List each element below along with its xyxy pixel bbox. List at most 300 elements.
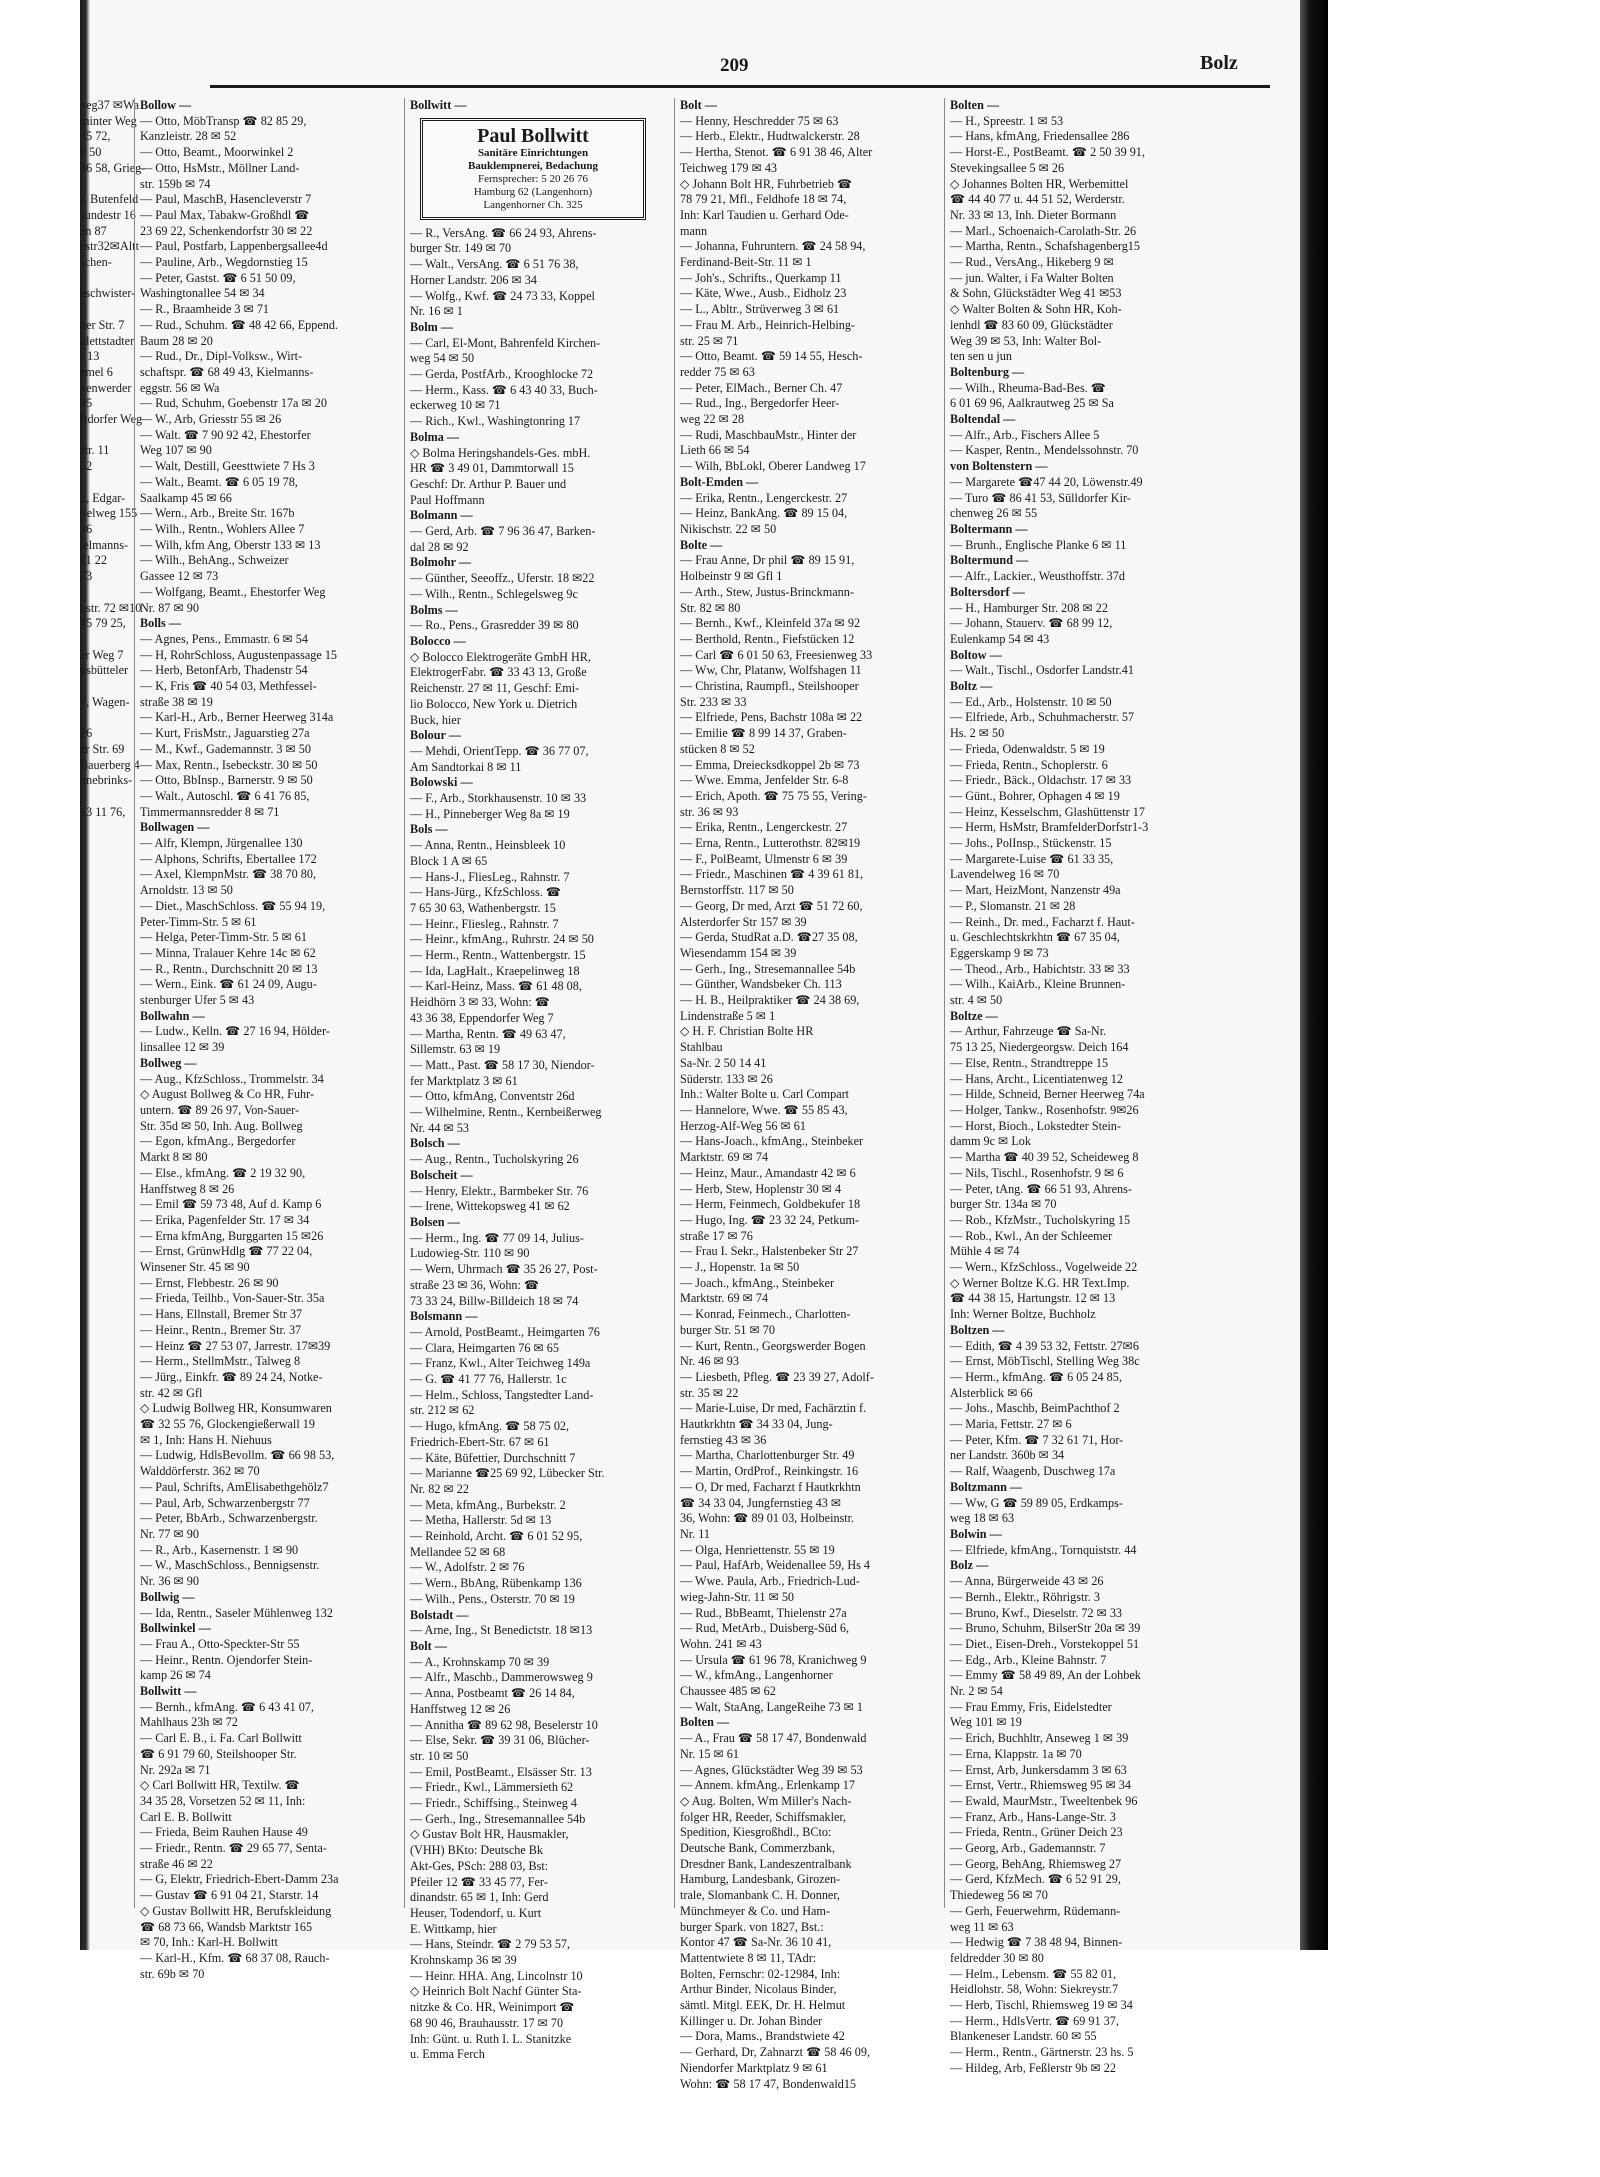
surname-heading: Boltermund — [950, 553, 1029, 568]
surname-heading: Bolz — [950, 1558, 989, 1573]
directory-entry: — W., Arb, Griesstr 55 ✉ 26 [140, 412, 282, 427]
directory-entry: — Emilie ☎ 8 99 14 37, Graben- [680, 726, 847, 741]
directory-entry: — Elfriede, Pens, Bachstr 108a ✉ 22 [680, 710, 863, 725]
directory-entry: — Wilh., Pens., Osterstr. 70 ✉ 19 [410, 1591, 575, 1606]
directory-entry: weg 22 ✉ 28 [680, 412, 745, 427]
directory-entry: Nr. 2 ✉ 54 [950, 1684, 1003, 1699]
directory-entry: damm 9c ✉ Lok [950, 1134, 1031, 1149]
directory-entry: — Paul, Postfarb, Lappenbergsallee4d [140, 239, 328, 254]
directory-entry: — Ernst, GrünwHdlg ☎ 77 22 04, [140, 1244, 313, 1259]
directory-entry: — Carl ☎ 6 01 50 63, Freesienweg 33 [680, 647, 873, 662]
directory-entry: — H., Spreestr. 1 ✉ 53 [950, 113, 1064, 128]
surname-heading: Bolsch — [410, 1136, 460, 1151]
directory-entry: — Helga, Peter-Timm-Str. 5 ✉ 61 [140, 930, 307, 945]
directory-entry: — Erna, Rentn., Lutterothstr. 82✉19 [680, 836, 861, 851]
directory-entry: — Bruno, Kwf., Dieselstr. 72 ✉ 33 [950, 1605, 1123, 1620]
surname-heading: Bolt — [680, 98, 717, 112]
fragment-line: kenwerder [80, 380, 132, 395]
directory-entry: straße 23 ✉ 36, Wohn: ☎ [410, 1277, 540, 1292]
directory-entry: Timmermannsredder 8 ✉ 71 [140, 804, 280, 819]
directory-entry: — W., Adolfstr. 2 ✉ 76 [410, 1560, 525, 1575]
directory-entry: — H., Hamburger Str. 208 ✉ 22 [950, 600, 1108, 615]
directory-entry: — Georg, Dr med, Arzt ☎ 51 72 60, [680, 898, 863, 913]
directory-entry: eggstr. 56 ✉ Wa [140, 380, 220, 395]
column-2 [410, 98, 670, 2063]
directory-entry: — F., Arb., Storkhausenstr. 10 ✉ 33 [410, 791, 587, 806]
directory-page [80, 0, 1300, 2091]
directory-entry: — Arne, Ing., St Benedictstr. 18 ✉13 [410, 1623, 593, 1638]
surname-heading: Boltzen — [950, 1322, 1005, 1337]
directory-entry: Nikischstr. 22 ✉ 50 [680, 521, 777, 536]
fragment-line: ner Str. 7 [80, 317, 125, 332]
directory-entry: — Ro., Pens., Grasredder 39 ✉ 80 [410, 618, 579, 633]
directory-entry: — Ww, Chr, Platanw, Wolfshagen 11 [680, 663, 862, 678]
directory-entry: — Wolfg., Kwf. ☎ 24 73 33, Koppel [410, 288, 595, 303]
directory-entry: — Mehdi, OrientTepp. ☎ 36 77 07, [410, 743, 589, 758]
fragment-line: nnebrinks- [80, 773, 133, 788]
directory-entry: — Herm., kfmAng. ☎ 6 05 24 85, [950, 1369, 1122, 1384]
directory-entry: u. Emma Ferch [410, 2047, 485, 2062]
directory-entry: — Ida, Rentn., Saseler Mühlenweg 132 [140, 1605, 333, 1620]
directory-entry: — Ww, G ☎ 59 89 05, Erdkamps- [950, 1495, 1123, 1510]
directory-entry: — P., Slomanstr. 21 ✉ 28 [950, 898, 1076, 913]
directory-entry: Inh.: Walter Bolte u. Carl Compart [680, 1087, 850, 1102]
directory-entry: nitzke & Co. HR, Weinimport ☎ [410, 2000, 575, 2015]
directory-entry: — Christina, Raumpfl., Steilshooper [680, 679, 859, 694]
directory-entry: dal 28 ✉ 92 [410, 539, 469, 554]
directory-entry: Buck, hier [410, 712, 461, 727]
fragment-line: 2, Edgar- [80, 490, 126, 505]
directory-entry: ☎ 34 33 04, Jungfernstieg 43 ✉ [680, 1495, 842, 1510]
directory-entry: — jun. Walter, i Fa Walter Bolten [950, 270, 1114, 285]
directory-entry: Spedition, Kiesgroßhdl., BCto: [680, 1825, 832, 1840]
directory-entry: Nr. 15 ✉ 61 [680, 1746, 739, 1761]
surname-heading: Bolma — [410, 429, 460, 444]
surname-heading: Boltow — [950, 647, 1002, 662]
directory-entry: — Martha, Charlottenburger Str. 49 [680, 1448, 855, 1463]
directory-entry: — Gerda, StudRat a.D. ☎27 35 08, [680, 930, 858, 945]
directory-entry: — Elfriede, Arb., Schuhmacherstr. 57 [950, 710, 1135, 725]
directory-entry: Alsterblick ✉ 66 [950, 1385, 1033, 1400]
directory-entry: — Axel, KlempnMstr. ☎ 38 70 80, [140, 867, 316, 882]
directory-entry: — Frieda, Rentn., Schoplerstr. 6 [950, 757, 1108, 772]
directory-entry: — Reinhold, Archt. ☎ 6 01 52 95, [410, 1529, 583, 1544]
column-1 [140, 98, 400, 1982]
directory-entry: Lavendelweg 16 ✉ 70 [950, 867, 1060, 882]
directory-entry: — Friedr., Bäck., Oldachstr. 17 ✉ 33 [950, 773, 1132, 788]
directory-entry: — Herm., StellmMstr., Talweg 8 [140, 1354, 301, 1369]
directory-entry: Saalkamp 45 ✉ 66 [140, 490, 232, 505]
directory-entry: Holbeinstr 9 ✉ Gfl 1 [680, 569, 783, 584]
directory-entry: redder 75 ✉ 63 [680, 364, 755, 379]
directory-entry: Nr. 82 ✉ 22 [410, 1481, 469, 1496]
directory-entry: — Gerh., Ing., Stresemannallee 54b [410, 1811, 586, 1826]
directory-entry: Baum 28 ✉ 20 [140, 333, 213, 348]
directory-entry: — Diet., MaschSchloss. ☎ 55 94 19, [140, 898, 326, 913]
directory-entry: — Frieda, Rentn., Grüner Deich 23 [950, 1825, 1123, 1840]
fragment-line: 13 11 76, [80, 804, 126, 819]
directory-entry: str. 212 ✉ 62 [410, 1403, 475, 1418]
directory-entry: Inh: Werner Boltze, Buchholz [950, 1307, 1096, 1322]
directory-entry: — Wilh, kfm Ang, Oberstr 133 ✉ 13 [140, 537, 321, 552]
directory-entry: — G. ☎ 41 77 76, Hallerstr. 1c [410, 1372, 567, 1387]
directory-entry: Hautkrkhtn ☎ 34 33 04, Jung- [680, 1417, 833, 1432]
directory-entry: — Hans-Joach., kfmAng., Steinbeker [680, 1134, 864, 1149]
directory-entry: — Ernst, MöbTischl, Stelling Weg 38c [950, 1354, 1140, 1369]
directory-entry: — Friedr., Kwl., Lämmersieth 62 [410, 1780, 574, 1795]
directory-entry: — Hannelore, Wwe. ☎ 55 85 43, [680, 1103, 848, 1117]
directory-entry: — Paul, HafArb, Weidenallee 59, Hs 4 [680, 1558, 871, 1573]
directory-entry: — Turo ☎ 86 41 53, Sülldorfer Kir- [950, 490, 1131, 505]
surname-heading: Bollwig — [140, 1589, 195, 1604]
directory-entry: — Ursula ☎ 61 96 78, Kranichweg 9 [680, 1652, 867, 1667]
surname-heading: Bolowski — [410, 775, 473, 790]
directory-entry: ◇ Gustav Bolt HR, Hausmakler, [410, 1827, 569, 1842]
directory-entry: — Heinr., Rentn., Bremer Str. 37 [140, 1322, 302, 1337]
directory-entry: — Walt, StaAng, LangeReihe 73 ✉ 1 [680, 1699, 863, 1714]
directory-entry: straße 17 ✉ 76 [680, 1228, 753, 1243]
directory-entry: — Irene, Wittekopsweg 41 ✉ 62 [410, 1199, 570, 1214]
directory-entry: — Hugo, Ing. ☎ 23 32 24, Petkum- [680, 1212, 860, 1227]
directory-entry: schaftspr. ☎ 68 49 43, Kielmanns- [140, 364, 314, 379]
directory-entry: Blankeneser Landstr. 60 ✉ 55 [950, 2029, 1097, 2044]
directory-entry: — Metha, Hallerstr. 5d ✉ 13 [410, 1513, 552, 1528]
directory-entry: — Wilh., BehAng., Schweizer [140, 553, 289, 568]
directory-entry: — Herm., HdlsVertr. ☎ 69 91 37, [950, 2013, 1119, 2028]
directory-entry: straße 46 ✉ 22 [140, 1856, 213, 1871]
directory-entry: Bernstorffstr. 117 ✉ 50 [680, 883, 794, 898]
surname-heading: Bollwinkel — [140, 1621, 211, 1636]
directory-entry: ◇ August Bollweg & Co HR, Fuhr- [140, 1087, 315, 1102]
ad-text-line: Sanitäre Einrichtungen [477, 146, 589, 159]
directory-entry: — Gerh., Ing., Stresemannallee 54b [680, 961, 856, 976]
directory-entry: ◇ Werner Boltze K.G. HR Text.Imp. [950, 1275, 1130, 1290]
running-head: Bolz [1200, 52, 1238, 74]
directory-entry: — Wern., BbAng, Rübenkamp 136 [410, 1576, 582, 1591]
directory-entry: — Hans-J., FliesLeg., Rahnstr. 7 [410, 869, 570, 884]
directory-entry: — Georg, Arb., Gademannstr. 7 [950, 1841, 1106, 1856]
directory-entry: — H., Pinneberger Weg 8a ✉ 19 [410, 806, 570, 821]
surname-heading: Bolls — [140, 616, 181, 631]
surname-heading: Bolsmann — [410, 1309, 478, 1324]
directory-entry: Str. 35d ✉ 50, Inh. Aug. Bollweg [140, 1118, 303, 1133]
directory-entry: Str. 233 ✉ 33 [680, 694, 747, 709]
directory-entry: — Günther, Wandsbeker Ch. 113 [680, 977, 842, 992]
directory-entry: u. Geschlechtskrkhtn ☎ 67 35 04, [950, 930, 1120, 945]
directory-entry: eckerweg 10 ✉ 71 [410, 398, 501, 413]
fragment-line: 62 [80, 459, 93, 474]
directory-entry: Peter-Timm-Str. 5 ✉ 61 [140, 914, 257, 929]
directory-entry: chenweg 26 ✉ 55 [950, 506, 1038, 521]
directory-entry: — Wwe. Paula, Arb., Friedrich-Lud- [680, 1574, 860, 1589]
directory-entry: — Erich, Buchhltr, Anseweg 1 ✉ 39 [950, 1731, 1129, 1746]
fragment-line: str. 11 [80, 443, 110, 458]
directory-entry: 7 65 30 63, Wathenbergstr. 15 [410, 900, 556, 915]
directory-entry: — Kasper, Rentn., Mendelssohnstr. 70 [950, 443, 1139, 458]
directory-entry: — Emil ☎ 59 73 48, Auf d. Kamp 6 [140, 1197, 322, 1212]
directory-entry: — Frieda, Beim Rauhen Hause 49 [140, 1825, 308, 1840]
directory-entry: — Edith, ☎ 4 39 53 32, Fettstr. 27✉6 [950, 1338, 1139, 1353]
directory-entry: Pfeiler 12 ☎ 33 45 77, Fer- [410, 1874, 548, 1889]
directory-entry: — Wilh, BbLokl, Oberer Landweg 17 [680, 459, 866, 474]
directory-entry: — Otto, kfmAng, Conventstr 26d [410, 1089, 575, 1104]
directory-entry: Nr. 16 ✉ 1 [410, 304, 463, 319]
directory-entry: Inh: Karl Taudien u. Gerhard Ode- [680, 207, 849, 222]
directory-entry: — Peter, tAng. ☎ 66 51 93, Ahrens- [950, 1181, 1132, 1196]
directory-entry: — Dora, Mams., Brandstwiete 42 [680, 2029, 845, 2044]
surname-heading: Bollwitt — [410, 98, 467, 112]
directory-entry: — Peter, BbArb., Schwarzenbergstr. [140, 1511, 318, 1526]
directory-entry: — Johanna, Fuhruntern. ☎ 24 58 94, [680, 239, 866, 254]
directory-entry: Süderstr. 133 ✉ 26 [680, 1071, 773, 1086]
directory-entry: Alsterdorfer Str 157 ✉ 39 [680, 914, 807, 929]
header-rule [210, 85, 1270, 88]
directory-entry: — Carl E. B., i. Fa. Carl Bollwitt [140, 1731, 302, 1746]
surname-heading: Bolte — [680, 537, 723, 552]
fragment-line: eschwister- [80, 286, 136, 301]
directory-entry: — Erika, Rentn., Lengerckestr. 27 [680, 820, 848, 835]
directory-entry: Mühle 4 ✉ 74 [950, 1244, 1020, 1259]
directory-entry: — Annitha ☎ 89 62 98, Beselerstr 10 [410, 1717, 598, 1732]
directory-entry: — Olga, Henriettenstr. 55 ✉ 19 [680, 1542, 835, 1557]
directory-entry: — Agnes, Glückstädter Weg 39 ✉ 53 [680, 1762, 863, 1777]
fragment-line: en 87 [80, 223, 107, 238]
directory-entry: — Brunh., Englische Planke 6 ✉ 11 [950, 537, 1127, 552]
directory-entry: — W., kfmAng., Langenhorner [680, 1668, 833, 1683]
directory-entry: — Ernst, Flebbestr. 26 ✉ 90 [140, 1275, 279, 1290]
surname-heading: Bolmann — [410, 508, 473, 523]
directory-entry: — Paul, Arb, Schwarzenbergstr 77 [140, 1495, 310, 1510]
directory-entry: weg 18 ✉ 63 [950, 1511, 1015, 1526]
directory-entry: — Peter, Kfm. ☎ 7 32 61 71, Hor- [950, 1432, 1124, 1447]
fragment-line: veg37 ✉Wa [80, 98, 139, 112]
directory-entry: Am Sandtorkai 8 ✉ 11 [410, 759, 522, 774]
surname-heading: Boltzmann — [950, 1479, 1023, 1494]
fragment-line: nsbütteler [80, 663, 129, 678]
directory-entry: feldredder 30 ✉ 80 [950, 1950, 1044, 1965]
directory-entry: — Bernh., Kwf., Kleinfeld 37a ✉ 92 [680, 616, 861, 631]
directory-entry: — Nils, Tischl., Rosenhofstr. 9 ✉ 6 [950, 1165, 1124, 1180]
directory-entry: — Wilh., Rentn., Wohlers Allee 7 [140, 521, 305, 536]
directory-entry: — Walt., Autoschl. ☎ 6 41 76 85, [140, 788, 310, 803]
directory-entry: Stevekingsallee 5 ✉ 26 [950, 160, 1065, 175]
directory-entry: — F., PolBeamt, Ulmenstr 6 ✉ 39 [680, 851, 848, 866]
directory-entry: — Berthold, Rentn., Fiefstücken 12 [680, 631, 855, 646]
directory-entry: — Holger, Tankw., Rosenhofstr. 9✉26 [950, 1103, 1139, 1117]
directory-entry: Hamburg, Landesbank, Girozen- [680, 1872, 841, 1887]
directory-entry: ☎ 44 40 77 u. 44 51 52, Werderstr. [950, 192, 1125, 207]
fragment-line: estr32✉Altt [80, 239, 139, 254]
directory-entry: Str. 82 ✉ 80 [680, 600, 741, 615]
fragment-line: hlettstadter [80, 333, 135, 348]
directory-entry: — Otto, BbInsp., Barnerstr. 9 ✉ 50 [140, 773, 313, 788]
directory-entry: — Peter, ElMach., Berner Ch. 47 [680, 380, 843, 395]
directory-entry: Weg 101 ✉ 19 [950, 1715, 1022, 1730]
directory-entry: — K, Fris ☎ 40 54 03, Methfessel- [140, 679, 317, 694]
surname-heading: Boltersdorf — [950, 584, 1025, 599]
directory-entry: Geschf: Dr. Arthur P. Bauer und [410, 476, 567, 491]
directory-entry: Hanffstweg 12 ✉ 26 [410, 1701, 511, 1716]
directory-entry: — H, RohrSchloss, Augustenpassage 15 [140, 647, 338, 662]
directory-entry: Mellandee 52 ✉ 68 [410, 1544, 506, 1559]
directory-entry: — Else, Rentn., Strandtreppe 15 [950, 1055, 1109, 1070]
directory-entry: Kanzleistr. 28 ✉ 52 [140, 129, 237, 144]
directory-entry: — M., Kwf., Gademannstr. 3 ✉ 50 [140, 741, 311, 756]
fragment-line: 36 58, Grieg- [80, 160, 146, 175]
directory-entry: Deutsche Bank, Commerzbank, [680, 1841, 836, 1856]
column-3 [680, 98, 940, 2092]
directory-entry: — Minna, Tralauer Kehre 14c ✉ 62 [140, 945, 316, 960]
directory-entry: 23 69 22, Schenkendorfstr 30 ✉ 22 [140, 223, 313, 238]
directory-entry: — Martha ☎ 40 39 52, Scheideweg 8 [950, 1150, 1139, 1165]
directory-entry: — Martha, Rentn. ☎ 49 63 47, [410, 1026, 566, 1041]
directory-entry: — Hedwig ☎ 7 38 48 94, Binnen- [950, 1935, 1123, 1950]
directory-entry: 78 79 21, Mfl., Feldhofe 18 ✉ 74, [680, 192, 847, 207]
directory-entry: — Matt., Past. ☎ 58 17 30, Niendor- [410, 1057, 595, 1072]
directory-entry: — Johs., Maschb, BeimPachthof 2 [950, 1401, 1120, 1416]
directory-entry: — Ewald, MaurMstr., Tweeltenbek 96 [950, 1793, 1138, 1808]
directory-entry: — Hildeg, Arb, Feßlerstr 9b ✉ 22 [950, 2060, 1116, 2075]
directory-entry: Washingtonallee 54 ✉ 34 [140, 286, 265, 301]
directory-entry: str. 69b ✉ 70 [140, 1966, 205, 1981]
surname-heading: Boltenburg — [950, 364, 1025, 379]
directory-entry: — Wern., Eink. ☎ 61 24 09, Augu- [140, 977, 317, 992]
directory-entry: — A., Frau ☎ 58 17 47, Bondenwald [680, 1731, 867, 1746]
directory-entry: — Rud., BbBeamt, Thielenstr 27a [680, 1605, 847, 1620]
directory-entry: — Mart, HeizMont, Nanzenstr 49a [950, 883, 1121, 898]
directory-entry: — G, Elektr, Friedrich-Ebert-Damm 23a [140, 1872, 339, 1887]
directory-entry: — Anna, Bürgerweide 43 ✉ 26 [950, 1574, 1104, 1589]
directory-entry: — Wern, Uhrmach ☎ 35 26 27, Post- [410, 1262, 598, 1277]
directory-entry: — Gerhard, Dr, Zahnarzt ☎ 58 46 09, [680, 2045, 871, 2060]
directory-entry: — O, Dr med, Facharzt f Hautkrkhtn [680, 1479, 861, 1494]
directory-entry: — Georg, BehAng, Rhiemsweg 27 [950, 1856, 1122, 1871]
surname-heading: Bollwagen — [140, 820, 210, 835]
directory-entry: — Walt., Beamt. ☎ 6 05 19 78, [140, 474, 298, 489]
fragment-line: er Str. 69 [80, 741, 125, 756]
directory-entry: — Henny, Heschredder 75 ✉ 63 [680, 113, 839, 128]
directory-entry: — Friedr., Maschinen ☎ 4 39 61 81, [680, 867, 864, 882]
directory-entry: — Wolfgang, Beamt., Ehestorfer Weg [140, 584, 326, 599]
directory-entry: — Joh's., Schrifts., Querkamp 11 [680, 270, 842, 285]
directory-entry: Akt-Ges, PSch: 288 03, Bst: [410, 1858, 549, 1873]
directory-entry: Reichenstr. 27 ✉ 11, Geschf: Emi- [410, 681, 580, 696]
directory-entry: — Gustav ☎ 6 91 04 21, Starstr. 14 [140, 1888, 319, 1903]
directory-entry: — R., Arb., Kasernenstr. 1 ✉ 90 [140, 1542, 299, 1557]
directory-entry: — J., Hopenstr. 1a ✉ 50 [680, 1260, 800, 1275]
surname-heading: Bollweg — [140, 1055, 197, 1070]
ad-text-line: Bauklempnerei, Bedachung [468, 159, 598, 172]
directory-entry: — Anna, Rentn., Heinsbleek 10 [410, 838, 566, 853]
directory-entry: — Karl-H., Arb., Berner Heerweg 314a [140, 710, 334, 725]
fragment-line: 26 [80, 726, 93, 741]
surname-heading: Boltendal — [950, 412, 1016, 427]
directory-entry: HR ☎ 3 49 01, Dammtorwall 15 [410, 461, 574, 476]
directory-entry: — Hans, Archt., Licentiatenweg 12 [950, 1071, 1123, 1086]
directory-entry: Arthur Binder, Nicolaus Binder, [680, 1982, 837, 1997]
directory-entry: Nr. 77 ✉ 90 [140, 1526, 199, 1541]
directory-entry: Friedrich-Ebert-Str. 67 ✉ 61 [410, 1434, 550, 1449]
directory-entry: ☎ 44 38 15, Hartungstr. 12 ✉ 13 [950, 1291, 1116, 1306]
directory-entry: — Rud., Schuhm. ☎ 48 42 66, Eppend. [140, 317, 338, 332]
directory-entry: — Alfr., Lackier., Weusthoffstr. 37d [950, 569, 1125, 584]
directory-entry: sämtl. Mitgl. EEK, Dr. H. Helmut [680, 1998, 846, 2013]
directory-entry: — Günther, Seeoffz., Uferstr. 18 ✉22 [410, 571, 595, 586]
surname-heading: Bolt-Emden — [680, 474, 759, 489]
directory-entry: weg 54 ✉ 50 [410, 351, 475, 366]
directory-entry: — H. B., Heilpraktiker ☎ 24 38 69, [680, 993, 860, 1008]
directory-entry: — Else., kfmAng. ☎ 2 19 32 90, [140, 1165, 306, 1180]
directory-entry: — Heinz, Maur., Amandastr 42 ✉ 6 [680, 1165, 856, 1180]
directory-entry: Eggerskamp 9 ✉ 73 [950, 945, 1049, 960]
directory-entry: ◇ Heinrich Bolt Nachf Günter Sta- [410, 1984, 582, 1999]
directory-entry: ◇ Johannes Bolten HR, Werbemittel [950, 176, 1129, 191]
directory-entry: ☎ 6 91 79 60, Steilshooper Str. [140, 1746, 297, 1761]
directory-entry: Nr. 11 [680, 1526, 711, 1541]
directory-entry: — Heinr., kfmAng., Ruhrstr. 24 ✉ 50 [410, 932, 594, 947]
directory-entry: — Erika, Rentn., Lengerckestr. 27 [680, 490, 848, 505]
directory-entry: — Walt., VersAng. ☎ 6 51 76 38, [410, 257, 579, 272]
directory-entry: ◇ H. F. Christian Bolte HR [680, 1024, 814, 1039]
directory-entry: — Franz, Kwl., Alter Teichweg 149a [410, 1356, 591, 1371]
directory-entry: Herzog-Alf-Weg 56 ✉ 61 [680, 1118, 806, 1133]
directory-entry: burger Str. 149 ✉ 70 [410, 241, 512, 256]
directory-entry: — Rudi, MaschbauMstr., Hinter der [680, 427, 857, 442]
surname-heading: Bollow — [140, 98, 192, 112]
fragment-line: 73 [80, 569, 93, 584]
ad-company-name: Paul Bollwitt [477, 124, 589, 147]
fragment-line: 95 [80, 396, 93, 411]
directory-entry: — Maria, Fettstr. 27 ✉ 6 [950, 1417, 1072, 1432]
directory-entry: 68 90 46, Brauhausstr. 17 ✉ 70 [410, 2015, 564, 2030]
directory-entry: Wohn: ☎ 58 17 47, Bondenwald15 [680, 2076, 857, 2091]
fragment-line: 45 79 25, [80, 616, 126, 631]
directory-entry: — Wilhelmine, Rentn., Kernbeißerweg [410, 1105, 602, 1120]
directory-entry: Walddörferstr. 362 ✉ 70 [140, 1464, 260, 1479]
directory-entry: — Heinz ☎ 27 53 07, Jarrestr. 17✉39 [140, 1338, 331, 1353]
directory-entry: 34 35 28, Vorsetzen 52 ✉ 11, Inh: [140, 1793, 306, 1808]
directory-entry: — Marie-Luise, Dr med, Fachärztin f. [680, 1401, 867, 1416]
directory-entry: Niendorfer Marktplatz 9 ✉ 61 [680, 2060, 828, 2075]
directory-entry: — Hilde, Schneid, Berner Heerweg 74a [950, 1087, 1145, 1102]
directory-entry: — Else, Sekr. ☎ 39 31 06, Blücher- [410, 1733, 590, 1748]
directory-entry: — Helm., Lebensm. ☎ 55 82 01, [950, 1966, 1117, 1981]
directory-entry: 73 33 24, Billw-Billdeich 18 ✉ 74 [410, 1293, 579, 1308]
surname-heading: Bolour — [410, 728, 461, 743]
fragment-line: r 13 [80, 349, 100, 364]
directory-entry: Hanffstweg 8 ✉ 26 [140, 1181, 235, 1196]
directory-entry: kamp 26 ✉ 74 [140, 1668, 211, 1683]
directory-entry: ◇ Ludwig Bollweg HR, Konsumwaren [140, 1401, 332, 1416]
directory-entry: — Frau I. Sekr., Halstenbeker Str 27 [680, 1244, 859, 1259]
directory-entry: Weg 107 ✉ 90 [140, 443, 212, 458]
directory-entry: ◇ Aug. Bolten, Wm Miller's Nach- [680, 1793, 852, 1808]
directory-entry: — Herm., Ing. ☎ 77 09 14, Julius- [410, 1230, 584, 1245]
fragment-line: 45 72, [80, 129, 111, 144]
column-4 [950, 98, 1210, 2077]
directory-entry: — Herm., Kass. ☎ 6 43 40 33, Buch- [410, 382, 598, 397]
surname-heading: von Boltenstern — [950, 459, 1048, 474]
directory-entry: Mattentwiete 8 ✉ 11, TAdr: [680, 1950, 817, 1965]
directory-entry: — Hertha, Stenot. ☎ 6 91 38 46, Alter [680, 145, 873, 160]
directory-entry: Hs. 2 ✉ 50 [950, 726, 1005, 741]
directory-entry: — Marianne ☎25 69 92, Lübecker Str. [410, 1466, 605, 1481]
directory-entry: — Karl-Heinz, Mass. ☎ 61 48 08, [410, 979, 582, 994]
directory-entry: Nr. 36 ✉ 90 [140, 1574, 199, 1589]
directory-entry: Nr. 292a ✉ 71 [140, 1762, 211, 1777]
surname-heading: Bolms — [410, 602, 458, 617]
directory-entry: — Otto, MöbTransp ☎ 82 85 29, [140, 113, 307, 128]
